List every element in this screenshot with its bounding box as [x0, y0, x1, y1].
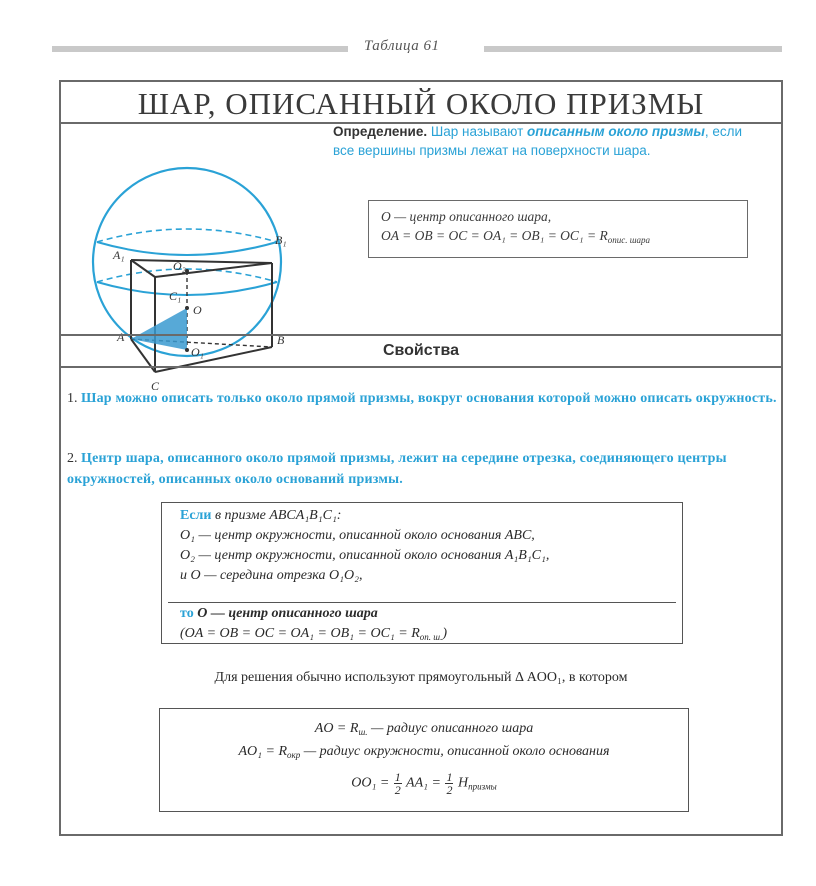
label-o: O	[193, 303, 202, 317]
table-header	[52, 38, 782, 58]
fraction: $\frac{1}{2}$	[394, 770, 401, 797]
condition-line-3: O₂ — центр окружности, описанной около основания A₁B₁C₁,	[180, 548, 550, 563]
definition-term: описанным около призмы	[527, 124, 705, 139]
definition	[333, 122, 753, 160]
solution-note: Для решения обычно используют прямоугольный Δ AOO₁, в котором	[214, 670, 628, 685]
table-label: Таблица 61	[364, 38, 440, 54]
label-b1: B₁	[275, 233, 287, 247]
if-word: Если	[180, 508, 212, 523]
definition-formula-box	[368, 200, 748, 258]
defbox-line-1: O — центр описанного шара,	[381, 209, 552, 224]
formula-line-3: OO₁ = $\frac{1}{2}$ AA₁ = $\frac{1}{2}$ $H_{призмы}$	[351, 770, 497, 797]
condition-line-4: и O — середина отрезка O₁O₂,	[180, 568, 363, 583]
label-c1: C₁	[169, 289, 182, 303]
property-1: 1. Шар можно описать только около прямой призмы, вокруг основания которой можно описать окружность.	[67, 391, 777, 406]
divider	[168, 602, 676, 603]
label-a: A	[117, 330, 125, 344]
upper-section-back	[97, 229, 277, 242]
fraction: $\frac{1}{2}$	[446, 770, 453, 797]
label-c: C	[151, 379, 160, 393]
then-formula: (OA = OB = OC = $OA_1 = OB_1 = OC_1 = R_{оп. ш.}$)	[180, 626, 448, 642]
header-rule-left	[52, 46, 348, 52]
condition-line-2: O₁ — центр окружности, описанной около основания ABC,	[180, 528, 535, 543]
label-o2: O₂	[173, 259, 186, 273]
property-2-text: Центр шара, описанного около прямой призмы, лежит на середине отрезка, соединяющего центры окружностей, описанных около оснований призмы.	[67, 451, 727, 487]
property-1-text: Шар можно описать только около прямой призмы, вокруг основания которой можно описать окружность.	[81, 391, 777, 406]
definition-text-2: , если все вершины призмы лежат на поверхности шара.	[333, 124, 743, 158]
label-b: B	[277, 333, 285, 347]
formula-box	[159, 708, 689, 812]
condition-box: Если в призме ABCA₁B₁C₁: O₁ — центр окружности, описанной около основания ABC, O₂ — центр окружности, описанной около основания A₁B₁C₁, и O — середина отрезка O₁O₂, то O — центр описанного шара (OA = OB = OC = $OA_1 = OB_1 = OC_1 = R_{оп. ш.}$)	[161, 502, 683, 644]
formula-line-1: AO = $R_{ш.}$ — радиус описанного шара	[314, 721, 534, 737]
divider	[61, 334, 781, 336]
definition-label: Определение.	[333, 124, 428, 139]
header-rule-right	[484, 46, 782, 52]
label-a1: A₁	[113, 248, 125, 262]
divider	[61, 366, 781, 368]
label-o1: O₁	[191, 345, 204, 359]
properties-heading: Свойства	[382, 342, 460, 359]
formula-line-2: $AO_1 = R_{окр}$ — радиус окружности, описанной около основания	[238, 744, 610, 760]
defbox-line-2: OA = OB = OC = $OA_1 = OB_1 = OC_1 = R_{опис. шара}$	[381, 228, 651, 245]
property-2: 2. Центр шара, описанного около прямой призмы, лежит на середине отрезка, соединяющего центры окружностей, описанных около оснований призмы.	[67, 451, 727, 487]
then-word: то	[180, 606, 194, 621]
page-title: ШАР, ОПИСАННЫЙ ОКОЛО ПРИЗМЫ	[61, 82, 781, 124]
table-frame	[59, 80, 783, 836]
definition-text-1: Шар называют	[430, 124, 524, 139]
then-text: O — центр описанного шара	[197, 606, 378, 621]
